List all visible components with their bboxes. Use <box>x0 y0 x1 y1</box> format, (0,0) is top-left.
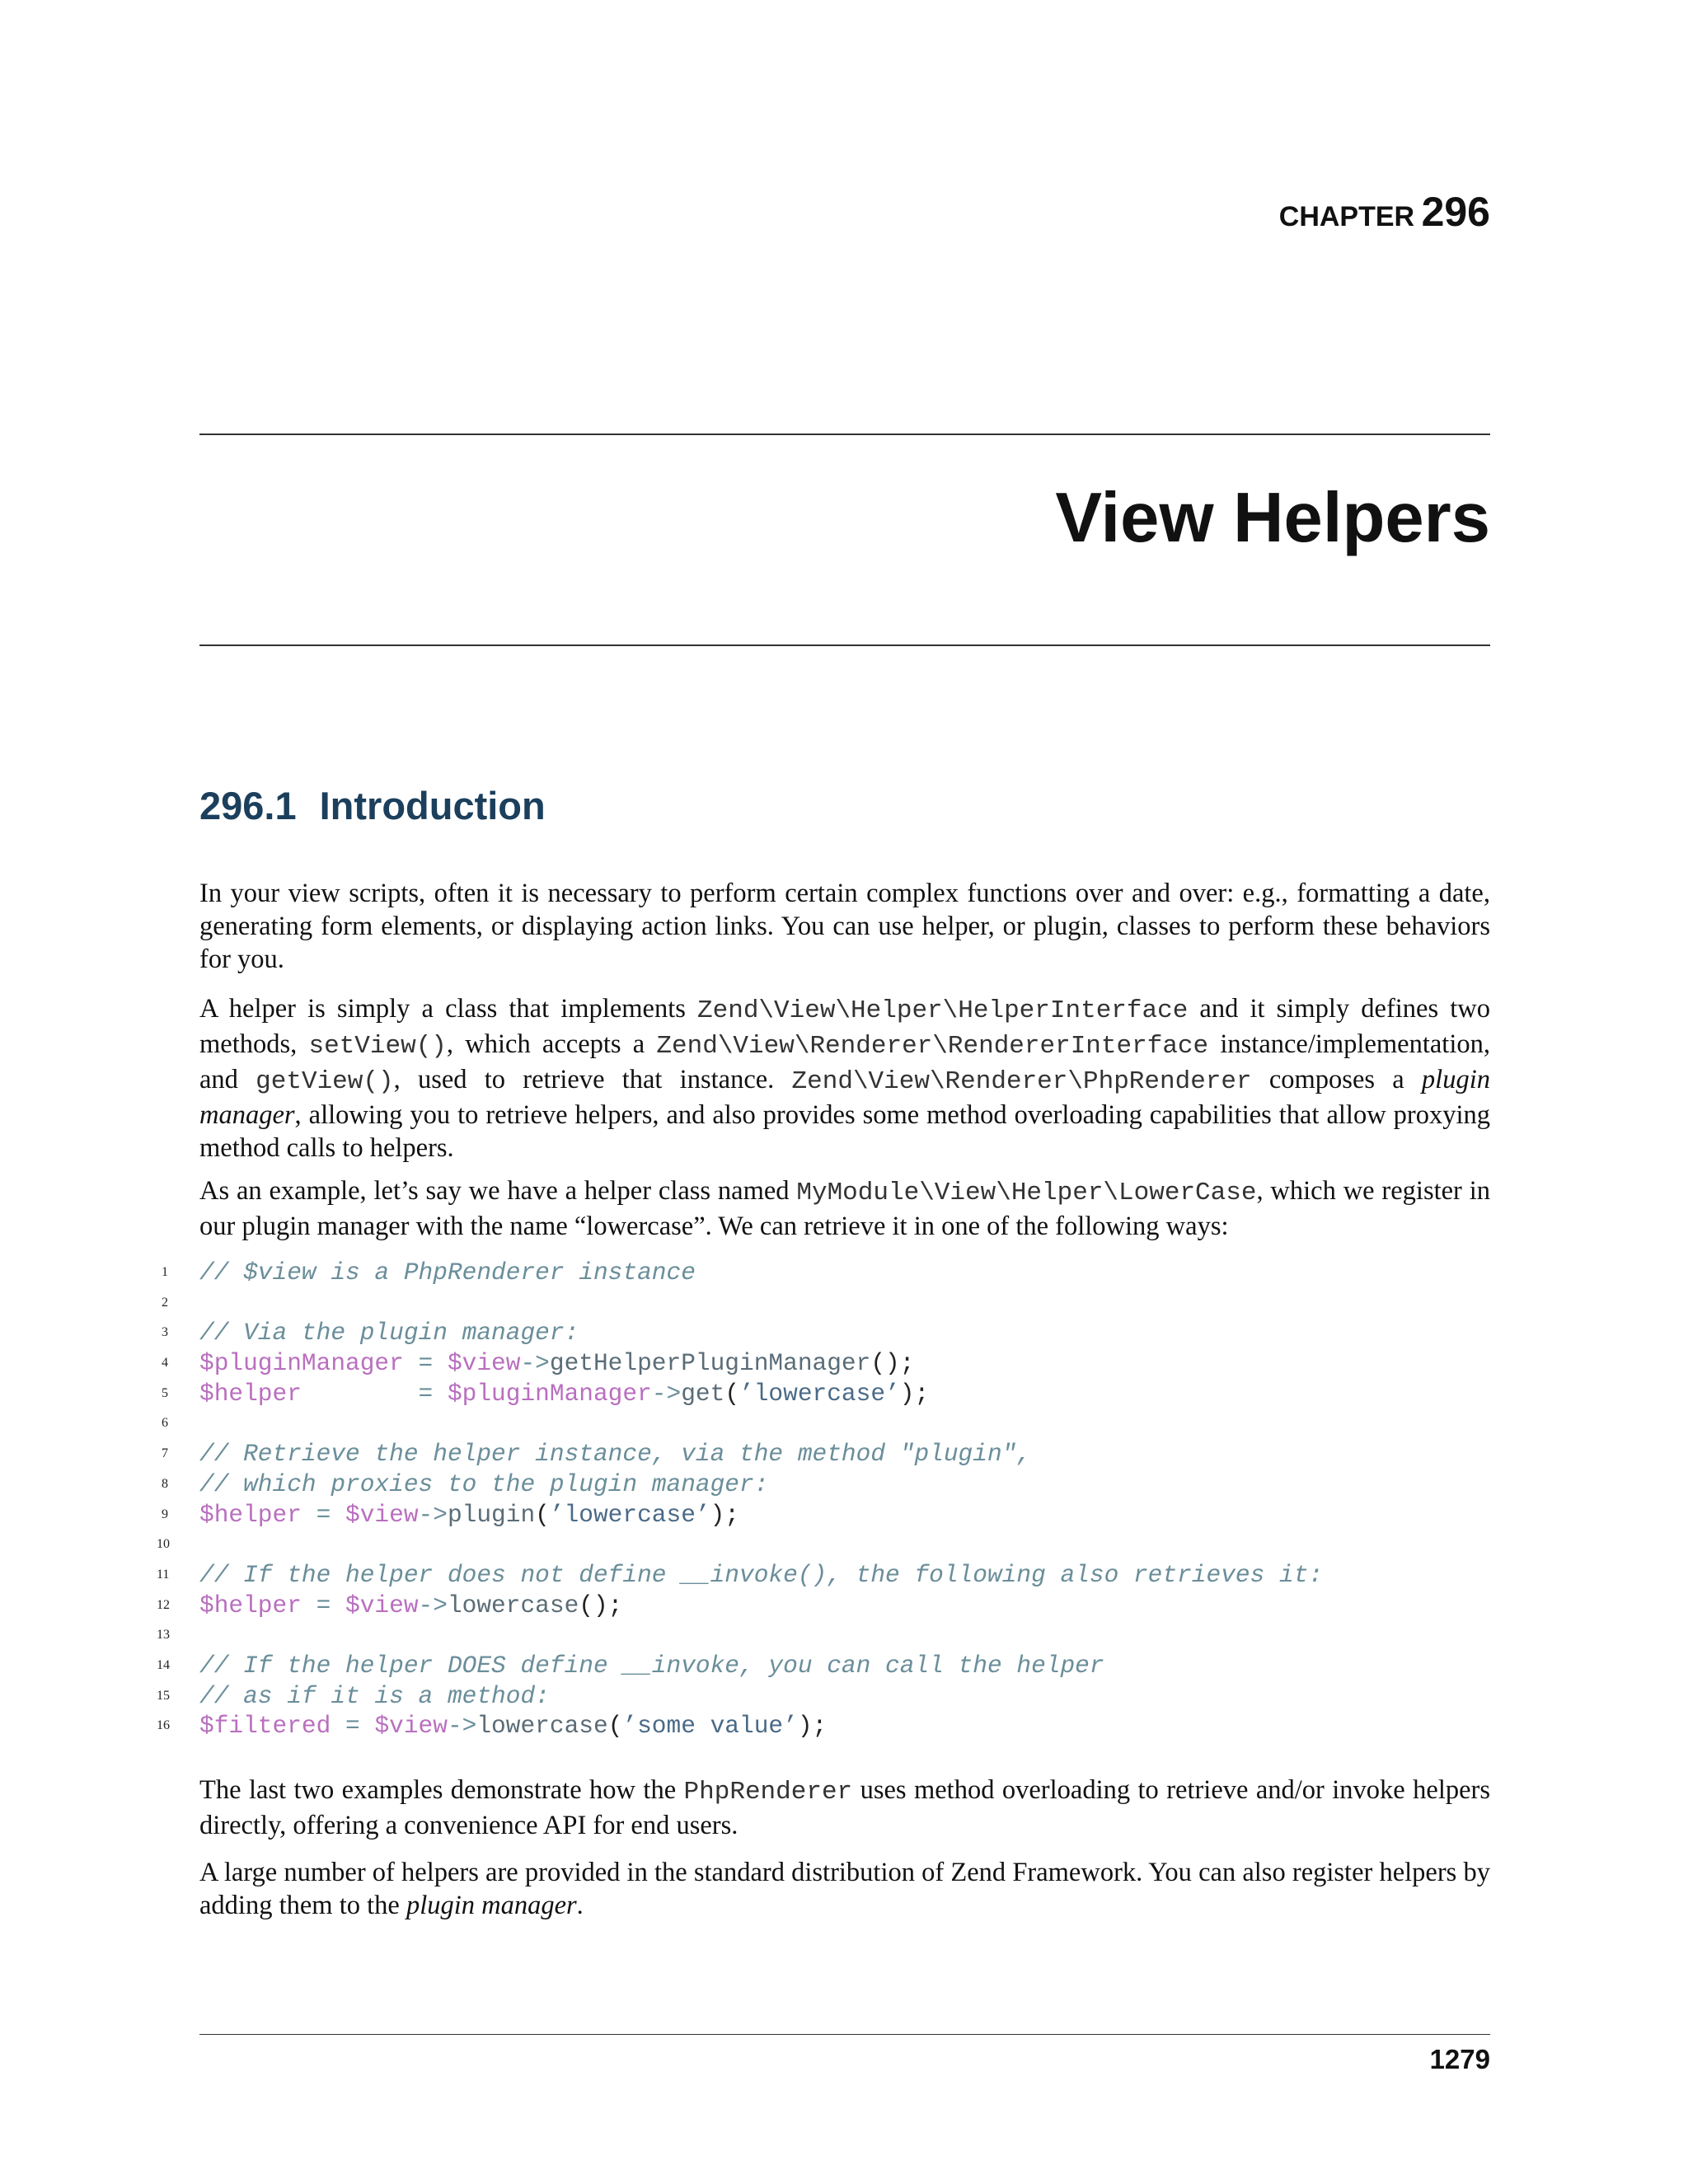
line-number: 15 <box>157 1688 170 1703</box>
line-number: 6 <box>162 1416 168 1431</box>
code-line <box>157 1530 1558 1560</box>
code-line: 16 $filtered = $view->lowercase(’some value’); <box>157 1712 828 1741</box>
title-top-rule <box>199 434 1490 435</box>
emphasis: plugin manager <box>406 1891 577 1920</box>
emphasis: plugin manager <box>199 1065 1490 1130</box>
line-number: 7 <box>162 1446 168 1461</box>
code-line: 11 // If the helper does not define __invoke(), the following also retrieves it: <box>157 1560 1324 1589</box>
page-title: View Helpers <box>1055 479 1490 557</box>
footer-rule <box>199 2034 1490 2035</box>
line-number: 11 <box>157 1567 170 1582</box>
line-number: 14 <box>157 1657 170 1672</box>
section-heading <box>199 783 546 828</box>
line-number: 3 <box>162 1325 168 1340</box>
code-line: 12 $helper = $view->lowercase(); <box>157 1591 623 1619</box>
code-line: 5 $helper = $pluginManager->get(’lowercase’); <box>157 1379 1558 1409</box>
chapter-label: CHAPTER <box>1278 201 1415 232</box>
chapter-number: 296 <box>1421 189 1490 235</box>
page-number: 1279 <box>1429 2044 1490 2074</box>
inline-code: PhpRenderer <box>683 1778 853 1807</box>
code-line <box>157 1288 1558 1319</box>
line-number: 4 <box>162 1356 168 1371</box>
code-line: 3 // Via the plugin manager: <box>157 1318 1558 1348</box>
code-line: 1 // $view is a PhpRenderer instance <box>157 1258 1558 1288</box>
code-line: 4 $pluginManager = $view->getHelperPluginManager(); <box>157 1348 1558 1379</box>
intro-paragraph-1: In your view scripts, often it is necessary to perform certain complex functions over and over: e.g., formatting a date, generating form elements, or displaying action links. You can use helper, or plugin, classes to perform these behaviors for you. <box>199 879 1490 974</box>
line-number: 1 <box>162 1265 168 1279</box>
line-number: 5 <box>162 1385 168 1400</box>
line-number: 16 <box>157 1718 170 1733</box>
code-line: 7 // Retrieve the helper instance, via the method "plugin", <box>157 1439 1558 1469</box>
closing-paragraph-1: The last two examples demonstrate how the PhpRenderer uses method overloading to retrieve and/or invoke helpers directly, offering a convenience API for end users. <box>199 1775 1490 1840</box>
code-line: 8 // which proxies to the plugin manager: <box>157 1469 1558 1500</box>
code-line: 9 $helper = $view->plugin(’lowercase’); <box>157 1500 1558 1530</box>
inline-code: Zend\View\Renderer\RendererInterface <box>656 1032 1209 1061</box>
line-number: 10 <box>157 1537 170 1552</box>
inline-code: getView() <box>256 1067 394 1096</box>
code-line <box>157 1620 1558 1651</box>
section-number: 296.1 <box>199 784 297 827</box>
section-title: Introduction <box>319 784 546 827</box>
line-number: 12 <box>157 1597 170 1612</box>
line-number: 13 <box>157 1628 170 1643</box>
code-line <box>157 1408 1558 1439</box>
line-number: 2 <box>162 1295 168 1310</box>
code-line: 14 // If the helper DOES define __invoke, you can call the helper <box>157 1651 1104 1680</box>
closing-paragraph-2: A large number of helpers are provided in the standard distribution of Zend Framework. You can also register helpers by adding them to the plugin manager. <box>199 1858 1490 1920</box>
intro-paragraph-2: A helper is simply a class that implements Zend\View\Helper\HelperInterface and it simply defines two methods, setView(), which accepts a Zend\View\Renderer\RendererInterface instance/implementation, and getView(), used to retrieve that instance. Zend\View\Renderer\PhpRenderer composes a plugin manager, allowing you to retrieve helpers, and also provides some method overloading capabilities that allow proxying method calls to helpers. <box>199 994 1490 1163</box>
inline-code: setView() <box>308 1032 447 1061</box>
chapter-heading <box>1279 188 1490 236</box>
inline-code: Zend\View\Helper\HelperInterface <box>697 996 1189 1025</box>
line-number: 8 <box>162 1476 168 1491</box>
code-block <box>157 1258 1558 1741</box>
inline-code: Zend\View\Renderer\PhpRenderer <box>791 1067 1252 1096</box>
inline-code: MyModule\View\Helper\LowerCase <box>796 1179 1257 1207</box>
code-line: 15 // as if it is a method: <box>157 1681 550 1710</box>
intro-paragraph-3: As an example, let’s say we have a helper class named MyModule\View\Helper\LowerCase, which we register in our plugin manager with the name “lowercase”. We can retrieve it in one of the following ways: <box>199 1176 1490 1241</box>
title-bottom-rule <box>199 644 1490 646</box>
line-number: 9 <box>162 1507 168 1521</box>
